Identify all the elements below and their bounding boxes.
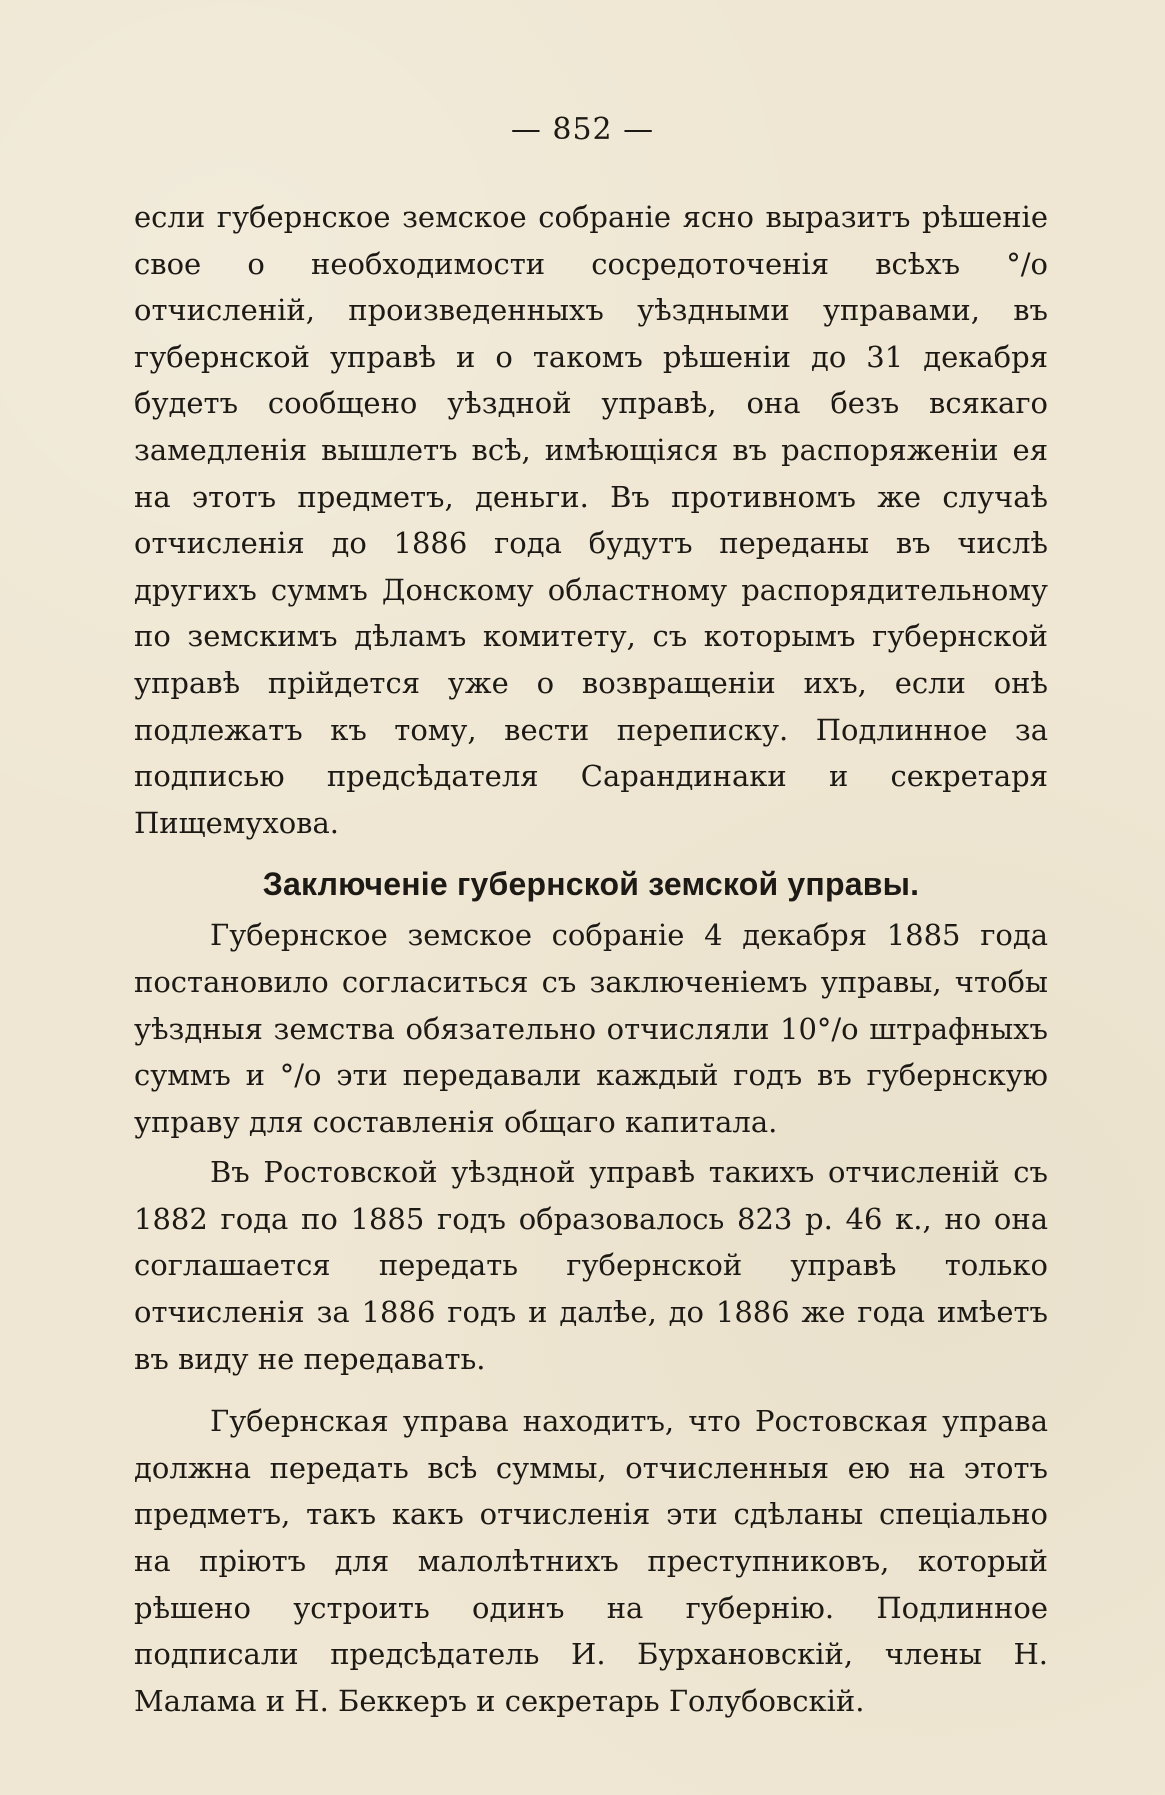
paragraph-3: Въ Ростовской уѣздной управѣ такихъ отчисленій съ 1882 года по 1885 годъ образовалось 823 р. 46 к., но она соглашается передать губернской управѣ только отчисленія за 1886 годъ и далѣе, до 1886 же года имѣетъ въ виду не передавать. — [134, 1155, 1048, 1376]
paragraph-1: если губернское земское собраніе ясно выразитъ рѣшеніе свое о необходимости сосредоточенія всѣхъ °/о отчисленій, произведенныхъ уѣздными управами, въ губернской управѣ и о такомъ рѣшеніи до 31 декабря будетъ сообщено уѣздной управѣ, она безъ всякаго замедленія вышлетъ всѣ, имѣющіяся въ распоряженіи ея на этотъ предметъ, деньги. Въ противномъ же случаѣ отчисленія до 1886 года будутъ переданы въ числѣ другихъ суммъ Донскому областному распорядительному по земскимъ дѣламъ комитету, съ которымъ губернской управѣ прійдется уже о возвращеніи ихъ, если онѣ подлежатъ къ тому, вести переписку. Подлинное за подписью предсѣдателя Сарандинаки и секретаря Пищемухова. — [134, 200, 1048, 840]
paragraph-4: Губернская управа находитъ, что Ростовская управа должна передать всѣ суммы, отчисленныя ею на этотъ предметъ, такъ какъ отчисленія эти сдѣланы спеціально на пріютъ для малолѣтнихъ преступниковъ, который рѣшено устроить одинъ на губернію. Подлинное подписали предсѣдатель И. Бурхановскій, члены Н. Малама и Н. Беккеръ и секретарь Голубовскій. — [134, 1404, 1048, 1718]
paragraph-2: Губернское земское собраніе 4 декабря 1885 года постановило согласиться съ заключеніемъ управы, чтобы уѣздныя земства обязательно отчисляли 10°/о штрафныхъ суммъ и °/о эти передавали каждый годъ въ губернскую управу для составленія общаго капитала. — [134, 918, 1048, 1139]
document-body — [134, 194, 1048, 1724]
page-number: — 852 — — [510, 112, 655, 147]
section-heading: Заключеніе губернской земской управы. — [262, 866, 920, 903]
paragraph-gap — [134, 1382, 1048, 1398]
